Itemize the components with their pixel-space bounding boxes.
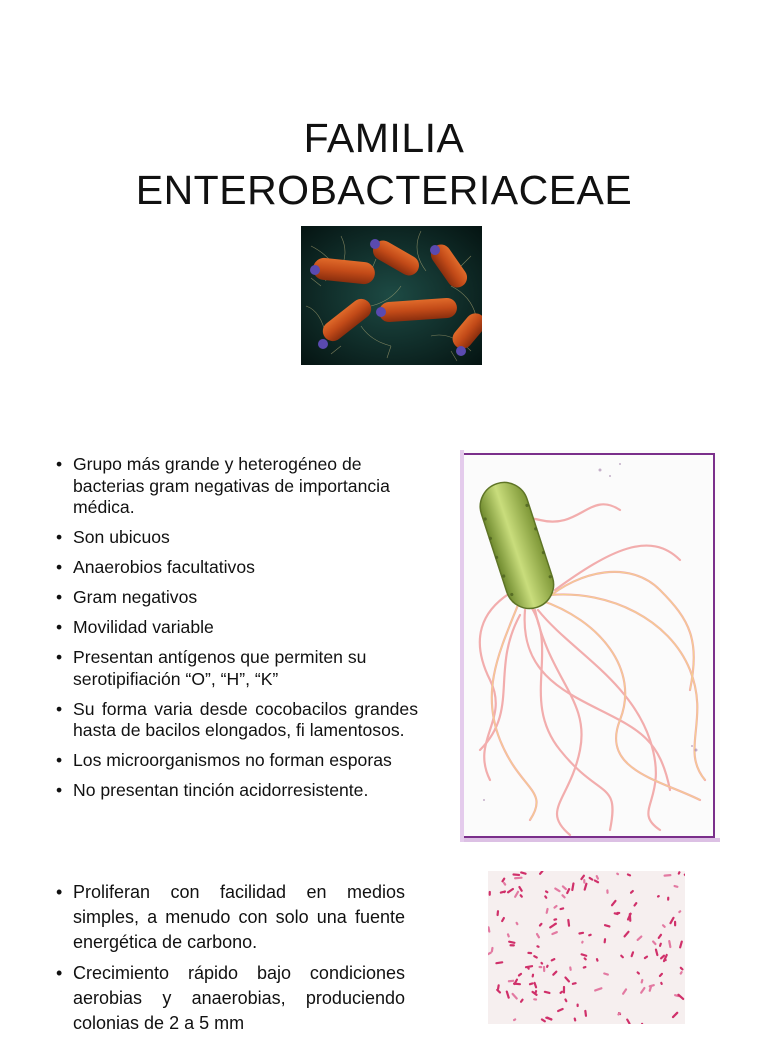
gram-stain-micrograph [488,871,685,1024]
list-item: • Gram negativos [56,587,418,609]
list-item: • Los microorganismos no forman esporas [56,750,418,772]
list-item: • Grupo más grande y heterogéneo de bacterias gram negativas de importancia médica. [56,454,418,519]
list-item: • No presentan tinción acidorresistente. [56,780,418,802]
bacteria-micrograph-icon [301,226,482,365]
gram-stain-rods-icon [488,871,685,1024]
flagellated-bacterium-illustration-icon [460,450,720,842]
list-item: • Crecimiento rápido bajo condiciones aerobias y anaerobias, produciendo colonias de 2 a 5 mm [56,961,405,1036]
slide-title [0,112,768,216]
bacteria-micrograph [301,226,482,365]
characteristics-list [56,454,418,810]
list-item: • Anaerobios facultativos [56,557,418,579]
title-line-2: ENTEROBACTERIACEAE [0,164,768,216]
list-item: • Movilidad variable [56,617,418,639]
list-item: • Son ubicuos [56,527,418,549]
growth-list [56,880,405,1042]
list-item: • Su forma varia desde cocobacilos grandes hasta de bacilos elongados, fi lamentosos. [56,699,418,742]
title-line-1: FAMILIA [0,112,768,164]
list-item: • Proliferan con facilidad en medios simples, a menudo con solo una fuente energética de carbono. [56,880,405,955]
flagellated-bacterium-illustration [460,450,720,842]
list-item: • Presentan antígenos que permiten su serotipifiación “O”, “H”, “K” [56,647,418,690]
